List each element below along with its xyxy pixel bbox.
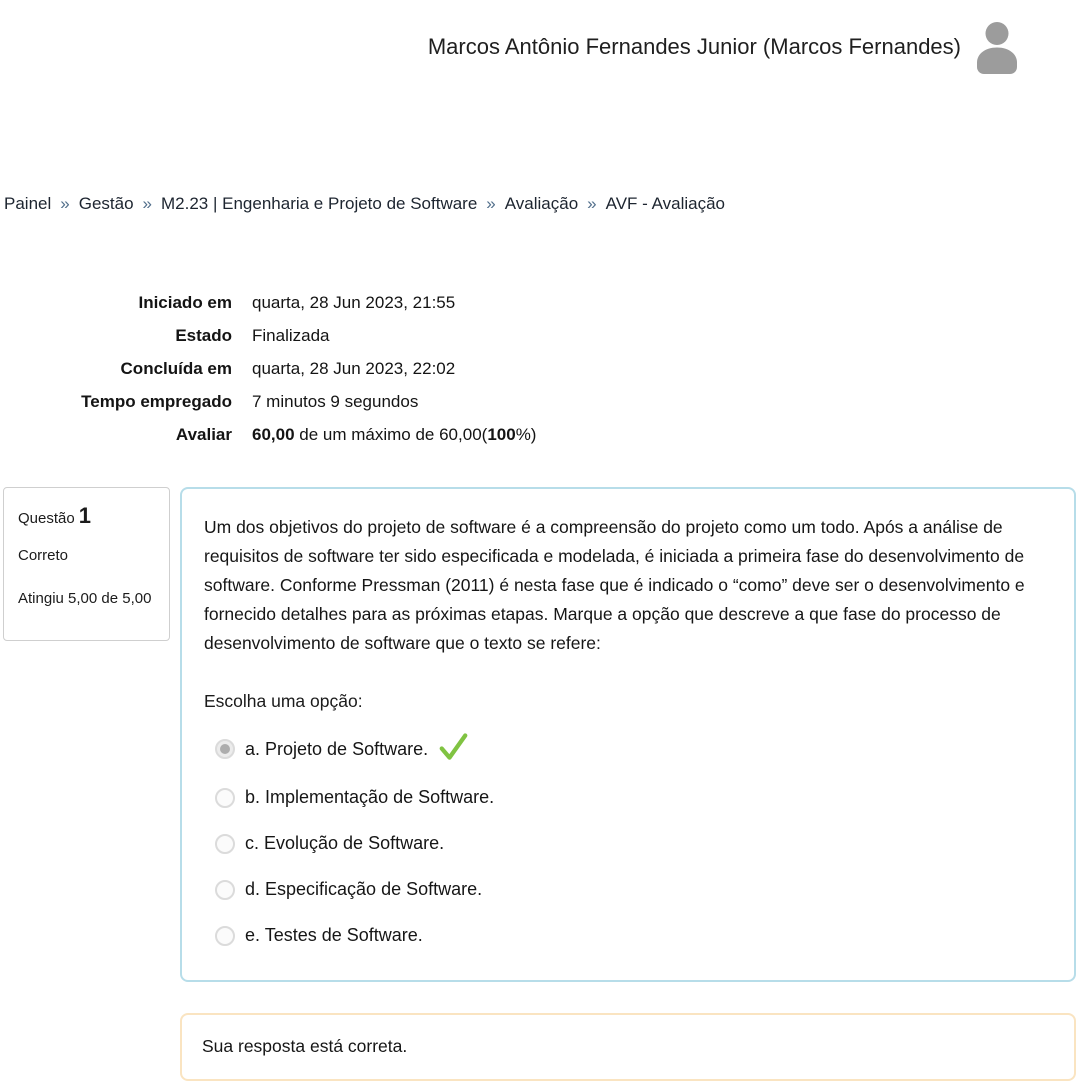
summary-label: Estado (175, 325, 232, 345)
radio-option-d[interactable] (215, 880, 235, 900)
breadcrumb-separator: » (142, 194, 153, 213)
option-c-label: c. Evolução de Software. (245, 833, 445, 853)
summary-row-completed (0, 352, 1079, 385)
correct-answer-check-icon (438, 732, 468, 762)
option-b[interactable] (215, 787, 1044, 808)
option-a[interactable] (215, 736, 1044, 762)
grade-value: 60,00 (252, 424, 295, 444)
option-d-label: d. Especificação de Software. (245, 879, 483, 899)
question-number: 1 (78, 503, 91, 528)
summary-value: Finalizada (252, 325, 330, 345)
grade-percent: 100 (487, 424, 516, 444)
grade-suffix-text: %) (515, 424, 537, 444)
breadcrumb-item-gestao[interactable]: Gestão (78, 194, 134, 213)
grade-middle-text: de um máximo de 60,00( (294, 424, 488, 444)
breadcrumb-separator: » (60, 194, 70, 213)
summary-value: quarta, 28 Jun 2023, 21:55 (252, 292, 456, 312)
question-status: Correto (18, 547, 69, 564)
breadcrumb-separator: » (587, 194, 597, 213)
breadcrumb-item-avf[interactable]: AVF - Avaliação (605, 194, 726, 213)
question-text: Um dos objetivos do projeto de software é a compreensão do projeto como um todo. Após a análise de requisitos de software ter sido especificada e modelada, é iniciada a primeira fase do desenvolvimento de software. Conforme Pressman (2011) é nesta fase que é indicado o “como” deve ser o desenvolvimento e fornecido detalhes para as próximas etapas. Marque a opção que descreve a que fase do processo de desenvolvimento de software que o texto se refere: (204, 517, 1025, 653)
question-content-panel (180, 487, 1076, 982)
breadcrumb-item-course[interactable]: M2.23 | Engenharia e Projeto de Software (161, 194, 478, 213)
option-e-label: e. Testes de Software. (245, 925, 423, 945)
option-e[interactable] (215, 925, 1044, 946)
answer-prompt: Escolha uma opção: (204, 691, 363, 711)
breadcrumb-item-painel[interactable]: Painel (4, 194, 52, 213)
summary-grade-value (232, 425, 536, 445)
summary-row-started (0, 286, 1079, 319)
option-d[interactable] (215, 879, 1044, 900)
page-header (0, 0, 1079, 80)
breadcrumb-separator: » (486, 194, 496, 213)
summary-row-state (0, 319, 1079, 352)
radio-option-a[interactable] (215, 739, 235, 759)
user-name[interactable]: Marcos Antônio Fernandes Junior (Marcos Fernandes) (427, 34, 961, 59)
summary-value: quarta, 28 Jun 2023, 22:02 (252, 358, 456, 378)
summary-label: Iniciado em (138, 292, 232, 312)
question-block (0, 487, 1079, 982)
breadcrumb (4, 194, 1079, 214)
summary-label: Tempo empregado (81, 391, 232, 411)
question-number-line (18, 503, 155, 529)
radio-option-e[interactable] (215, 926, 235, 946)
summary-row-time-taken (0, 385, 1079, 418)
feedback-text: Sua resposta está correta. (202, 1036, 408, 1056)
option-b-label: b. Implementação de Software. (245, 787, 495, 807)
attempt-summary (0, 286, 1079, 451)
summary-label: Avaliar (175, 424, 232, 444)
user-avatar-icon[interactable] (973, 21, 1021, 74)
question-info-panel (3, 487, 170, 641)
summary-label: Concluída em (120, 358, 232, 378)
radio-option-c[interactable] (215, 834, 235, 854)
option-a-label: a. Projeto de Software. (245, 738, 429, 759)
option-c[interactable] (215, 833, 1044, 854)
feedback-box (180, 1013, 1076, 1081)
question-number-label: Questão (18, 510, 75, 527)
summary-row-grade (0, 418, 1079, 451)
summary-value: 7 minutos 9 segundos (252, 391, 419, 411)
answer-options (204, 736, 1044, 946)
breadcrumb-item-avaliacao[interactable]: Avaliação (504, 194, 579, 213)
question-points: Atingiu 5,00 de 5,00 (18, 590, 152, 607)
radio-option-b[interactable] (215, 788, 235, 808)
